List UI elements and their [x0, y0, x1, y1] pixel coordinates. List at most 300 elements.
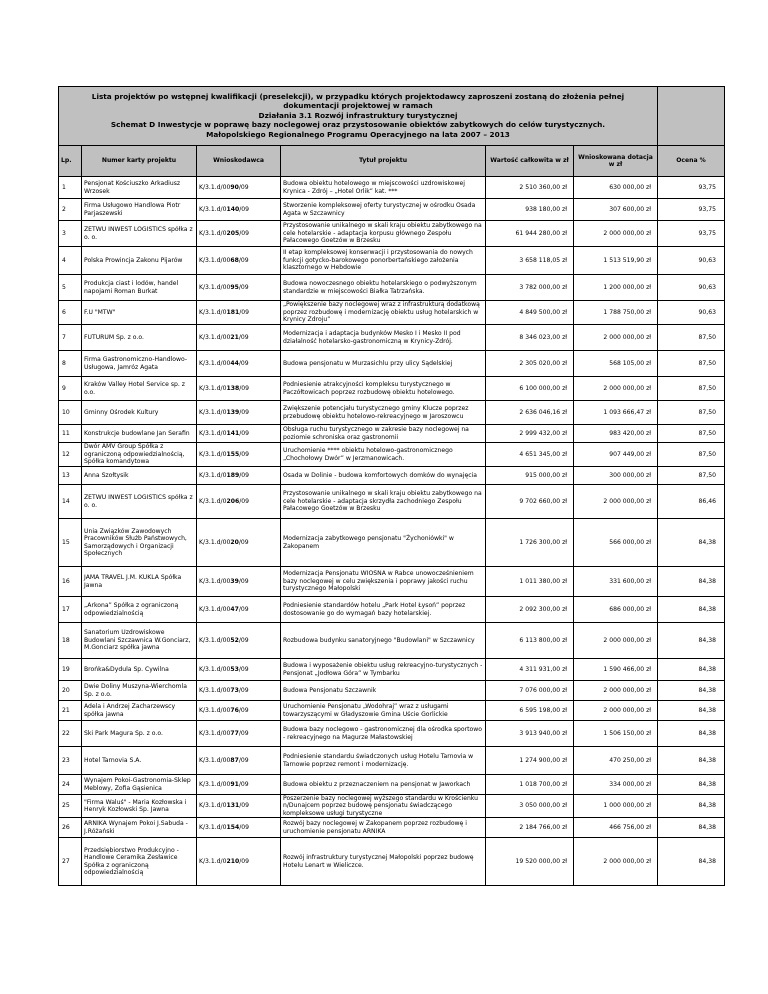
row-applicant: F.U "MTW" [82, 301, 197, 325]
row-total-value: 3 658 118,05 zł [486, 247, 574, 275]
col-header-lp: Lp. [59, 146, 82, 177]
row-grant: 470 250,00 zł [574, 747, 658, 775]
code-suffix: /09 [238, 686, 249, 694]
row-project-code [197, 818, 281, 838]
table-row [59, 221, 725, 247]
row-applicant: Firma Gastronomiczno-Handlowo-Usługowa, Jamróz Agata [82, 351, 197, 377]
code-prefix: K/3.1.d/00 [199, 183, 231, 191]
code-suffix: /09 [238, 577, 249, 585]
row-score: 84,38 [658, 681, 725, 701]
row-score: 87,50 [658, 425, 725, 443]
code-number: 95 [230, 283, 239, 291]
row-project-code [197, 623, 281, 659]
row-applicant: Unia Związków Zawodowych Pracowników Służb Państwowych, Samorządowych i Organizacji Społecznych [82, 519, 197, 567]
code-prefix: K/3.1.d/0 [199, 802, 227, 810]
code-prefix: K/3.1.d/00 [199, 538, 231, 546]
code-prefix: K/3.1.d/00 [199, 577, 231, 585]
code-number: 138 [226, 384, 240, 392]
row-applicant: ARNIKA Wynajem Pokoi J.Sabuda - J.Różański [82, 818, 197, 838]
row-lp: 25 [59, 795, 82, 818]
row-lp: 5 [59, 275, 82, 301]
code-prefix: K/3.1.d/0 [199, 308, 227, 316]
row-applicant: Kraków Valley Hotel Service sp. z o.o. [82, 377, 197, 401]
code-number: 76 [230, 706, 239, 714]
row-score: 84,38 [658, 775, 725, 795]
code-number: 141 [226, 429, 240, 437]
row-lp: 22 [59, 721, 82, 747]
table-row [59, 681, 725, 701]
code-number: 139 [226, 408, 240, 416]
row-project-code [197, 401, 281, 425]
row-grant: 2 000 000,00 zł [574, 701, 658, 721]
row-total-value: 19 520 000,00 zł [486, 838, 574, 886]
row-lp: 17 [59, 597, 82, 623]
row-score: 84,38 [658, 659, 725, 681]
code-prefix: K/3.1.d/00 [199, 636, 231, 644]
row-total-value: 915 000,00 zł [486, 467, 574, 485]
row-lp: 10 [59, 401, 82, 425]
row-grant: 307 600,00 zł [574, 199, 658, 221]
code-suffix: /09 [238, 256, 249, 264]
code-number: 131 [226, 802, 240, 810]
row-project-code [197, 301, 281, 325]
row-title: Budowa Pensjonatu Szczawnik [281, 681, 486, 701]
row-title: Poszerzenie bazy noclegowej wyższego standardu w Krościenku n/Dunajcem poprzez budowę pensjonatu świadczącego kompleksowe usługi turystyczne [281, 795, 486, 818]
row-score: 90,63 [658, 301, 725, 325]
row-score: 84,38 [658, 519, 725, 567]
code-suffix: /09 [239, 858, 250, 866]
row-title: Budowa bazy noclegowo - gastronomicznej dla ośrodka sportowo - rekreacyjnego na Magurze Małastowskiej [281, 721, 486, 747]
code-number: 39 [230, 577, 239, 585]
code-prefix: K/3.1.d/0 [199, 408, 227, 416]
code-prefix: K/3.1.d/00 [199, 359, 231, 367]
code-suffix: /09 [238, 636, 249, 644]
row-applicant: JAMA TRAVEL J.M. KUKLA Spółka Jawna [82, 567, 197, 597]
code-suffix: /09 [239, 471, 250, 479]
code-number: 44 [230, 359, 239, 367]
row-total-value: 1 274 900,00 zł [486, 747, 574, 775]
row-score: 93,75 [658, 177, 725, 199]
title-row [59, 87, 725, 146]
code-prefix: K/3.1.d/0 [199, 384, 227, 392]
row-total-value: 61 944 280,00 zł [486, 221, 574, 247]
code-prefix: K/3.1.d/0 [199, 429, 227, 437]
code-prefix: K/3.1.d/0 [199, 824, 227, 832]
row-score: 93,75 [658, 199, 725, 221]
code-number: 90 [230, 183, 239, 191]
row-project-code [197, 659, 281, 681]
row-grant: 566 000,00 zł [574, 519, 658, 567]
row-total-value: 3 050 000,00 zł [486, 795, 574, 818]
code-number: 189 [226, 471, 240, 479]
row-total-value: 1 018 700,00 zł [486, 775, 574, 795]
row-applicant: Sanatorium Uzdrowiskowe Budowlani Szczawnica W.Gonciarz, M.Gonciarz spółka jawna [82, 623, 197, 659]
code-prefix: K/3.1.d/0 [199, 205, 227, 213]
row-grant: 2 000 000,00 zł [574, 325, 658, 351]
col-header-card: Numer karty projektu [82, 146, 197, 177]
table-row [59, 567, 725, 597]
row-applicant: Hotel Tarnovia S.A. [82, 747, 197, 775]
row-project-code [197, 775, 281, 795]
code-number: 20 [230, 538, 239, 546]
row-title: Budowa i wyposażenie obiektu usług rekreacyjno-turystycznych - Pensjonat „Jodłowa Góra” w Tymbarku [281, 659, 486, 681]
row-title: Modernizacja zabytkowego pensjonatu "Żychoniówki" w Zakopanem [281, 519, 486, 567]
row-total-value: 4 311 931,00 zł [486, 659, 574, 681]
row-total-value: 6 595 198,00 zł [486, 701, 574, 721]
document [58, 86, 724, 886]
row-applicant: Firma Usługowo Handlowa Piotr Parjaszewski [82, 199, 197, 221]
code-prefix: K/3.1.d/00 [199, 605, 231, 613]
row-lp: 15 [59, 519, 82, 567]
row-lp: 6 [59, 301, 82, 325]
row-total-value: 1 011 380,00 zł [486, 567, 574, 597]
row-applicant: Produkcja ciast i lodów, handel napojami Roman Burkat [82, 275, 197, 301]
code-prefix: K/3.1.d/00 [199, 756, 231, 764]
projects-table [58, 86, 725, 886]
row-grant: 907 449,00 zł [574, 443, 658, 467]
row-lp: 24 [59, 775, 82, 795]
row-grant: 1 093 666,47 zł [574, 401, 658, 425]
row-project-code [197, 467, 281, 485]
code-prefix: K/3.1.d/00 [199, 706, 231, 714]
row-project-code [197, 747, 281, 775]
row-applicant: ZETWU INWEST LOGISTICS spółka z o. o. [82, 485, 197, 519]
row-grant: 1 788 750,00 zł [574, 301, 658, 325]
row-title: Stworzenie kompleksowej oferty turystycznej w ośrodku Osada Agata w Szczawnicy [281, 199, 486, 221]
code-suffix: /09 [238, 605, 249, 613]
col-header-applicant: Wnioskodawca [197, 146, 281, 177]
row-lp: 9 [59, 377, 82, 401]
code-suffix: /09 [239, 408, 250, 416]
row-total-value: 4 651 345,00 zł [486, 443, 574, 467]
code-suffix: /09 [238, 333, 249, 341]
row-score: 87,50 [658, 401, 725, 425]
row-total-value: 2 510 360,00 zł [486, 177, 574, 199]
code-prefix: K/3.1.d/0 [199, 471, 227, 479]
row-total-value: 6 113 800,00 zł [486, 623, 574, 659]
row-title: Rozwój infrastruktury turystycznej Małopolski poprzez budowę Hotelu Lenart w Wieliczce. [281, 838, 486, 886]
table-row [59, 623, 725, 659]
row-grant: 334 000,00 zł [574, 775, 658, 795]
row-lp: 23 [59, 747, 82, 775]
row-lp: 1 [59, 177, 82, 199]
row-total-value: 2 184 766,00 zł [486, 818, 574, 838]
row-grant: 2 000 000,00 zł [574, 377, 658, 401]
row-project-code [197, 351, 281, 377]
row-total-value: 3 913 940,00 zł [486, 721, 574, 747]
row-title: II etap kompleksowej konserwacji i przystosowania do nowych funkcji gotycko-barokowego ponorbertańskiego założenia klasztornego w Hebdowie [281, 247, 486, 275]
row-lp: 7 [59, 325, 82, 351]
row-score: 87,50 [658, 351, 725, 377]
table-row [59, 775, 725, 795]
row-score: 84,38 [658, 567, 725, 597]
row-applicant: Gminny Ośrodek Kultury [82, 401, 197, 425]
table-row [59, 301, 725, 325]
row-score: 84,38 [658, 818, 725, 838]
row-project-code [197, 325, 281, 351]
table-row [59, 747, 725, 775]
code-prefix: K/3.1.d/00 [199, 333, 231, 341]
row-grant: 2 000 000,00 zł [574, 221, 658, 247]
code-prefix: K/3.1.d/0 [199, 497, 227, 505]
row-score: 84,38 [658, 597, 725, 623]
row-applicant: Konstrukcje budowlane Jan Serafin [82, 425, 197, 443]
row-score: 87,50 [658, 377, 725, 401]
row-lp: 3 [59, 221, 82, 247]
table-row [59, 795, 725, 818]
row-project-code [197, 377, 281, 401]
code-suffix: /09 [239, 384, 250, 392]
row-title: Przystosowanie unikalnego w skali kraju obiektu zabytkowego na cele hotelarskie - adaptacja skrzydła zachodniego Zespołu Pałacowego Goetzów w Brzesku [281, 485, 486, 519]
row-title: Rozwój bazy noclegowej w Zakopanem poprzez rozbudowę i uruchomienie pensjonatu ARNIKA [281, 818, 486, 838]
row-score: 84,38 [658, 721, 725, 747]
row-lp: 27 [59, 838, 82, 886]
row-lp: 19 [59, 659, 82, 681]
code-number: 154 [226, 824, 240, 832]
code-suffix: /09 [238, 780, 249, 788]
code-prefix: K/3.1.d/0 [199, 450, 227, 458]
table-row [59, 701, 725, 721]
table-row [59, 401, 725, 425]
row-score: 84,38 [658, 795, 725, 818]
table-row [59, 351, 725, 377]
table-row [59, 519, 725, 567]
row-project-code [197, 519, 281, 567]
row-total-value: 9 702 660,00 zł [486, 485, 574, 519]
row-project-code [197, 485, 281, 519]
table-row [59, 485, 725, 519]
code-number: 47 [230, 605, 239, 613]
row-applicant: Ski Park Magura Sp. z o.o. [82, 721, 197, 747]
code-number: 21 [230, 333, 239, 341]
code-number: 181 [226, 308, 240, 316]
row-score: 90,63 [658, 247, 725, 275]
row-grant: 466 756,00 zł [574, 818, 658, 838]
table-row [59, 325, 725, 351]
row-project-code [197, 275, 281, 301]
row-project-code [197, 443, 281, 467]
row-title: Rozbudowa budynku sanatoryjnego "Budowlani" w Szczawnicy [281, 623, 486, 659]
code-suffix: /09 [239, 229, 250, 237]
title-line-1: Lista projektów po wstępnej kwalifikacji (preselekcji), w przypadku których projektodawcy zaproszeni zostaną do złożenia pełnej dokumentacji projektowej w ramach [91, 91, 625, 111]
row-total-value: 7 076 000,00 zł [486, 681, 574, 701]
code-number: 87 [230, 756, 239, 764]
row-total-value: 2 305 020,00 zł [486, 351, 574, 377]
table-row [59, 443, 725, 467]
row-project-code [197, 701, 281, 721]
row-applicant: Brońka&Dydula Sp. Cywilna [82, 659, 197, 681]
row-applicant: FUTURUM Sp. z o.o. [82, 325, 197, 351]
row-title: Osada w Dolinie - budowa komfortowych domków do wynajęcia [281, 467, 486, 485]
row-project-code [197, 567, 281, 597]
row-score: 86,46 [658, 485, 725, 519]
row-lp: 8 [59, 351, 82, 377]
table-row [59, 597, 725, 623]
code-number: 91 [230, 780, 239, 788]
title-empty-cell [658, 87, 725, 146]
row-title: Uruchomienie Pensjonatu „Wodohraj” wraz z usługami towarzyszącymi w Gładyszowie Gmina Uście Gorlickie [281, 701, 486, 721]
table-row [59, 425, 725, 443]
row-grant: 1 000 000,00 zł [574, 795, 658, 818]
row-title: Podniesienie atrakcyjności kompleksu turystycznego w Paczółtowicach poprzez rozbudowę obiektu hotelowego. [281, 377, 486, 401]
col-header-score: Ocena % [658, 146, 725, 177]
row-project-code [197, 838, 281, 886]
row-lp: 2 [59, 199, 82, 221]
row-title: Budowa obiektu z przeznaczeniem na pensjonat w Jaworkach [281, 775, 486, 795]
row-grant: 2 000 000,00 zł [574, 485, 658, 519]
code-prefix: K/3.1.d/00 [199, 729, 231, 737]
row-title: Budowa pensjonatu w Murzasichlu przy ulicy Sądelskiej [281, 351, 486, 377]
row-score: 84,38 [658, 747, 725, 775]
row-applicant: Adela i Andrzej Zacharzewscy spółka jawna [82, 701, 197, 721]
table-row [59, 275, 725, 301]
code-number: 206 [226, 497, 240, 505]
row-score: 90,63 [658, 275, 725, 301]
table-row [59, 247, 725, 275]
row-lp: 13 [59, 467, 82, 485]
row-project-code [197, 681, 281, 701]
code-prefix: K/3.1.d/00 [199, 780, 231, 788]
row-project-code [197, 221, 281, 247]
code-number: 140 [226, 205, 240, 213]
row-lp: 12 [59, 443, 82, 467]
row-project-code [197, 597, 281, 623]
table-row [59, 177, 725, 199]
row-applicant: Polska Prowincja Zakonu Pijarów [82, 247, 197, 275]
row-score: 84,38 [658, 623, 725, 659]
row-applicant: "Firma Waluś" - Maria Kozłowska i Henryk Kozłowski Sp. Jawna [82, 795, 197, 818]
code-prefix: K/3.1.d/00 [199, 686, 231, 694]
title-line-2: Działania 3.1 Rozwój infrastruktury turystycznej [258, 110, 458, 120]
row-applicant: Dwór AMV Group Spółka z ograniczoną odpowiedzialnością, Spółka komandytowa [82, 443, 197, 467]
row-grant: 2 000 000,00 zł [574, 623, 658, 659]
row-title: Podniesienie standardów hotelu „Park Hotel Łysoń” poprzez dostosowanie go do wymagań bazy hotelarskiej. [281, 597, 486, 623]
row-lp: 18 [59, 623, 82, 659]
row-grant: 2 000 000,00 zł [574, 838, 658, 886]
row-grant: 1 506 150,00 zł [574, 721, 658, 747]
row-lp: 21 [59, 701, 82, 721]
title-line-4: Małopolskiego Regionalnego Programu Operacyjnego na lata 2007 – 2013 [206, 129, 510, 139]
row-title: Budowa nowoczesnego obiektu hotelarskiego o podwyższonym standardzie w miejscowości Białka Tatrzańska. [281, 275, 486, 301]
code-suffix: /09 [239, 308, 250, 316]
row-total-value: 2 092 300,00 zł [486, 597, 574, 623]
code-suffix: /09 [239, 802, 250, 810]
row-project-code [197, 425, 281, 443]
row-total-value: 3 782 000,00 zł [486, 275, 574, 301]
row-total-value: 1 726 300,00 zł [486, 519, 574, 567]
code-number: 53 [230, 665, 239, 673]
row-project-code [197, 721, 281, 747]
row-lp: 26 [59, 818, 82, 838]
row-applicant: ZETWU INWEST LOGISTICS spółka z o. o. [82, 221, 197, 247]
code-suffix: /09 [239, 450, 250, 458]
table-row [59, 838, 725, 886]
row-total-value: 8 346 023,00 zł [486, 325, 574, 351]
table-title [59, 87, 658, 146]
title-line-3: Schemat D Inwestycje w poprawę bazy noclegowej oraz przystosowanie obiektów zabytkowych do celów turystycznych. [110, 120, 606, 130]
row-applicant: Anna Szołtysik [82, 467, 197, 485]
row-score: 87,50 [658, 443, 725, 467]
row-grant: 2 000 000,00 zł [574, 681, 658, 701]
row-project-code [197, 177, 281, 199]
row-lp: 20 [59, 681, 82, 701]
code-prefix: K/3.1.d/0 [199, 229, 227, 237]
row-applicant: Pensjonat Kościuszko Arkadiusz Wrzosek [82, 177, 197, 199]
row-grant: 1 200 000,00 zł [574, 275, 658, 301]
row-grant: 331 600,00 zł [574, 567, 658, 597]
row-lp: 14 [59, 485, 82, 519]
code-prefix: K/3.1.d/00 [199, 256, 231, 264]
code-suffix: /09 [238, 756, 249, 764]
row-score: 93,75 [658, 221, 725, 247]
code-suffix: /09 [238, 283, 249, 291]
row-grant: 1 513 519,90 zł [574, 247, 658, 275]
row-grant: 686 000,00 zł [574, 597, 658, 623]
row-title: Modernizacja Pensjonatu WIOSNA w Rabce unowocześnieniem bazy noclegowej w celu zwiększenia i poprawy jakości ruchu turystycznego Małopolski [281, 567, 486, 597]
code-suffix: /09 [238, 665, 249, 673]
row-applicant: Dwie Doliny Muszyna-Wierchomla Sp. z o.o. [82, 681, 197, 701]
col-header-total: Wartość całkowita w zł [486, 146, 574, 177]
code-suffix: /09 [239, 205, 250, 213]
row-grant: 630 000,00 zł [574, 177, 658, 199]
code-suffix: /09 [238, 538, 249, 546]
code-suffix: /09 [238, 706, 249, 714]
header-row [59, 146, 725, 177]
row-title: „Powiększenie bazy noclegowej wraz z infrastrukturą dodatkową poprzez rozbudowę i modernizację obiektu usług hotelarskich w Krynicy Zdroju” [281, 301, 486, 325]
row-project-code [197, 199, 281, 221]
table-row [59, 659, 725, 681]
row-applicant: „Arkona” Spółka z ograniczoną odpowiedzialnością [82, 597, 197, 623]
table-row [59, 721, 725, 747]
row-lp: 4 [59, 247, 82, 275]
row-title: Podniesienie standardu świadczonych usług Hotelu Tarnovia w Tarnowie poprzez remont i modernizację. [281, 747, 486, 775]
row-project-code [197, 795, 281, 818]
row-total-value: 2 636 046,16 zł [486, 401, 574, 425]
code-suffix: /09 [239, 824, 250, 832]
table-row [59, 199, 725, 221]
row-title: Modernizacja i adaptacja budynków Mesko I i Mesko II pod działalność hotelarsko-gastronomiczną w Krynicy-Zdrój. [281, 325, 486, 351]
row-grant: 983 420,00 zł [574, 425, 658, 443]
row-project-code [197, 247, 281, 275]
code-number: 52 [230, 636, 239, 644]
row-total-value: 938 180,00 zł [486, 199, 574, 221]
row-grant: 300 000,00 zł [574, 467, 658, 485]
code-number: 210 [226, 858, 240, 866]
code-prefix: K/3.1.d/00 [199, 665, 231, 673]
row-title: Zwiększenie potencjału turystycznego gminy Klucze poprzez przebudowę obiektu hotelowo-rekreacyjnego w Jaroszowcu [281, 401, 486, 425]
row-title: Uruchomienie **** obiektu hotelowo-gastronomicznego „Chochołowy Dwór” w Jerzmanowicach. [281, 443, 486, 467]
row-applicant: Przedsiębiorstwo Produkcyjno - Handlowe Ceramika Zesławice Spółka z ograniczoną odpowiedzialnością [82, 838, 197, 886]
row-total-value: 2 999 432,00 zł [486, 425, 574, 443]
code-suffix: /09 [238, 359, 249, 367]
row-lp: 11 [59, 425, 82, 443]
code-number: 73 [230, 686, 239, 694]
table-row [59, 377, 725, 401]
row-total-value: 6 100 000,00 zł [486, 377, 574, 401]
row-grant: 1 590 466,00 zł [574, 659, 658, 681]
code-suffix: /09 [239, 497, 250, 505]
row-title: Obsługa ruchu turystycznego w zakresie bazy noclegowej na poziomie schroniska oraz gastronomii [281, 425, 486, 443]
code-number: 155 [226, 450, 240, 458]
table-row [59, 467, 725, 485]
row-title: Przystosowanie unikalnego w skali kraju obiektu zabytkowego na cele hotelarskie - adaptacja korpusu głównego Zespołu Pałacowego Goetzów w Brzesku [281, 221, 486, 247]
row-grant: 568 105,00 zł [574, 351, 658, 377]
code-number: 205 [226, 229, 240, 237]
table-row [59, 818, 725, 838]
row-score: 84,38 [658, 838, 725, 886]
code-suffix: /09 [238, 183, 249, 191]
row-title: Budowa obiektu hotelowego w miejscowości uzdrowiskowej Krynica - Zdrój – „Hotel Orlik” kat. *** [281, 177, 486, 199]
